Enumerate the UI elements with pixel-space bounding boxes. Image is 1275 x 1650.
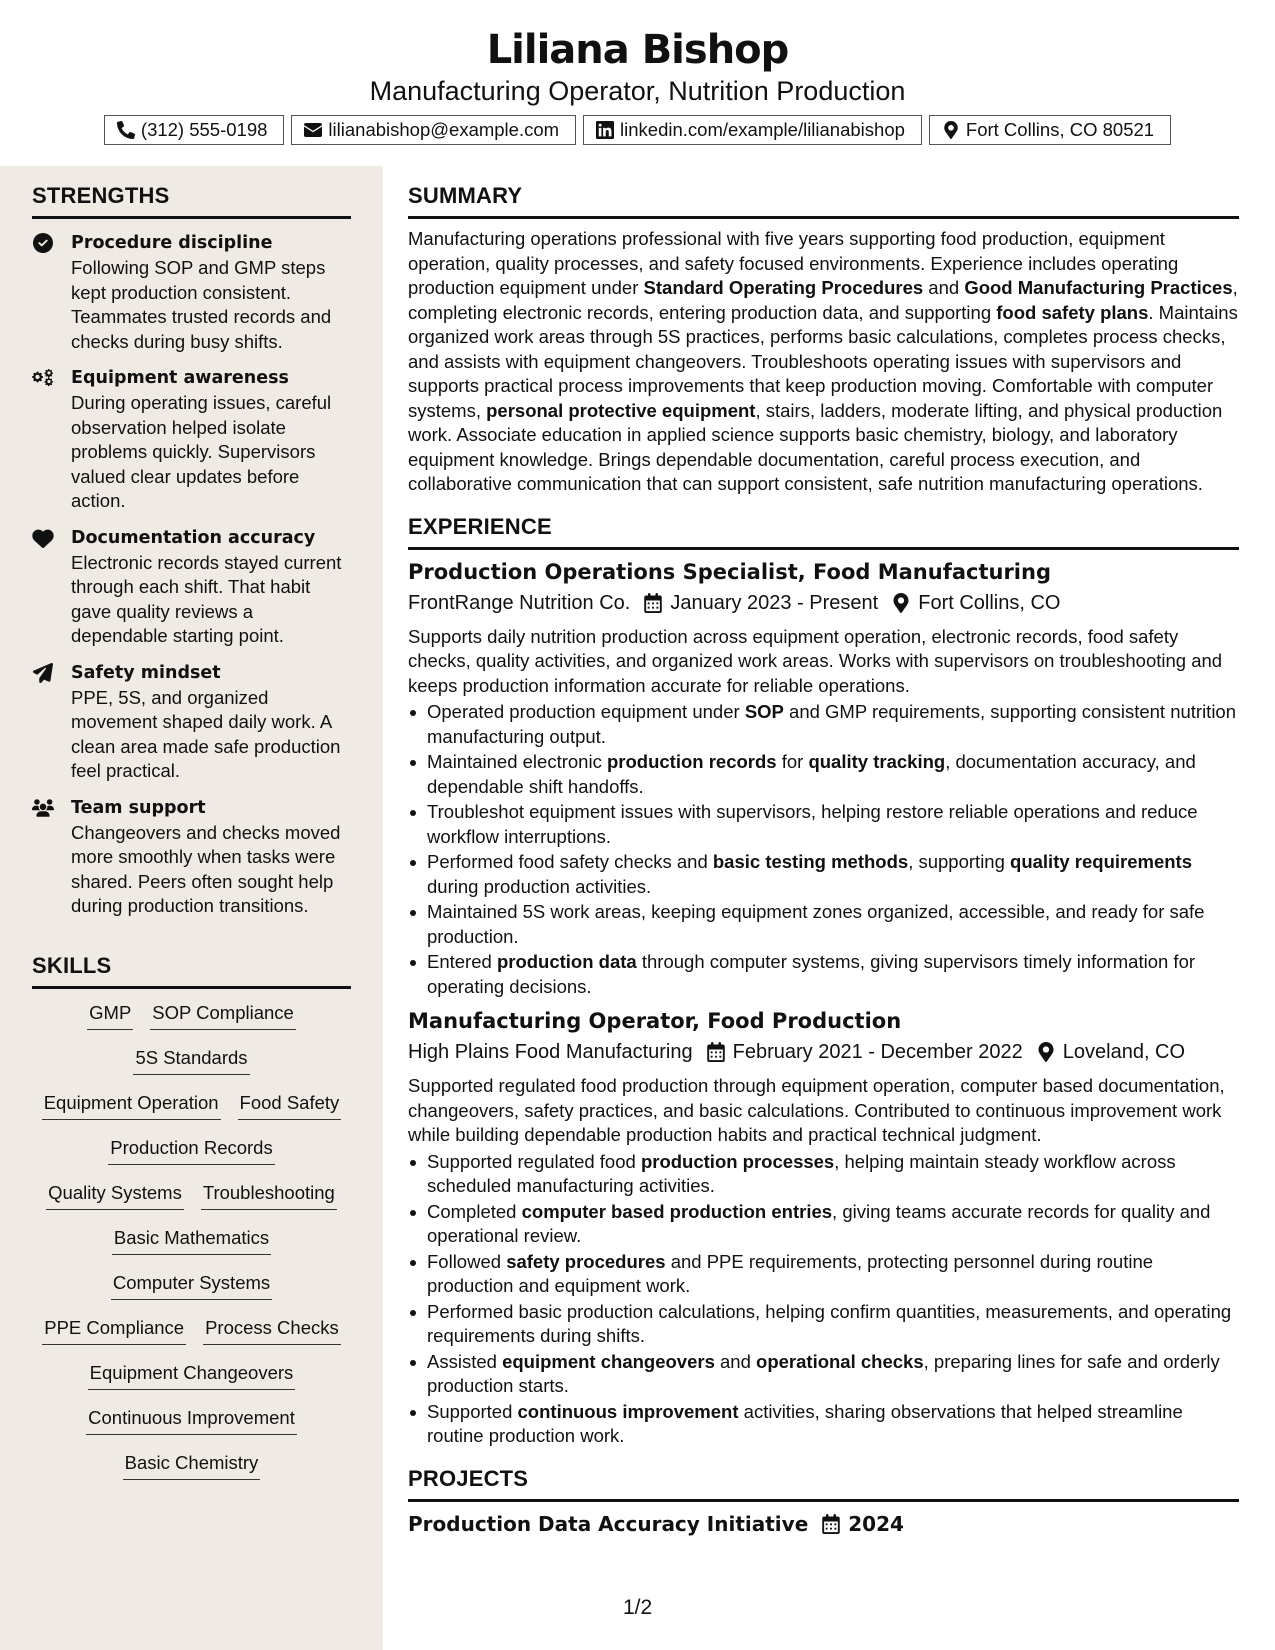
bullet-run: and GMP requirements, supporting consistent nutrition manufacturing output.	[427, 701, 1237, 747]
job-bullets	[408, 700, 1239, 999]
bullet-run: Assisted	[427, 1350, 503, 1372]
bullet-bold-run: safety procedures	[506, 1250, 666, 1272]
summary-bold-run: Standard Operating Procedures	[643, 277, 924, 298]
skill-row	[32, 1271, 351, 1316]
job-bullet	[408, 700, 1239, 749]
job-title: Production Operations Specialist, Food Manufacturing	[408, 559, 1051, 584]
bullet-run: during production activities.	[427, 875, 652, 897]
strengths-heading: STRENGTHS	[32, 182, 351, 219]
summary-run: and	[923, 277, 965, 298]
skill-tag: Food Safety	[238, 1091, 342, 1120]
job-location: Loveland, CO	[1062, 1041, 1186, 1063]
strength-item	[32, 526, 351, 649]
skill-row	[32, 1136, 351, 1181]
bullet-bold-run: basic testing methods	[712, 851, 909, 872]
contact-phone-text: (312) 555-0198	[140, 119, 268, 140]
strength-item	[32, 661, 351, 784]
experience-heading: EXPERIENCE	[408, 513, 1239, 550]
bullet-bold-run: SOP	[744, 701, 784, 722]
skills-list	[32, 1001, 351, 1496]
contact-email-text: lilianabishop@example.com	[328, 119, 560, 140]
strength-desc: Following SOP and GMP steps kept production consistent. Teammates trusted records and checks during busy shifts.	[71, 257, 332, 352]
job-company: FrontRange Nutrition Co.	[408, 591, 631, 614]
bullet-run: Entered	[427, 951, 497, 972]
summary-heading: SUMMARY	[408, 182, 1239, 219]
contact-location-text: Fort Collins, CO 80521	[965, 119, 1155, 140]
job-bullet	[408, 1300, 1239, 1349]
skill-tag: SOP Compliance	[150, 1001, 296, 1030]
bullet-run: , documentation accuracy, and dependable shift handoffs.	[427, 751, 1196, 797]
strength-title: Documentation accuracy	[71, 527, 316, 548]
job-bullet	[408, 1150, 1239, 1199]
bullet-run: Maintained 5S work areas, keeping equipment zones organized, accessible, and ready for safe production.	[427, 901, 1205, 947]
summary-bold-run: Good Manufacturing Practices	[964, 277, 1233, 298]
candidate-name: Liliana Bishop	[486, 27, 789, 73]
bullet-bold-run: quality tracking	[808, 751, 946, 772]
heart-icon	[32, 528, 54, 550]
main-column	[408, 166, 1239, 1538]
sidebar	[0, 166, 383, 1650]
skill-row	[32, 1001, 351, 1046]
gears-icon	[32, 368, 54, 390]
job-bullet	[408, 800, 1239, 849]
job-bullet	[408, 750, 1239, 799]
skill-tag: 5S Standards	[133, 1046, 249, 1075]
bullet-run: through computer systems, giving supervisors timely information for operating decisions.	[427, 951, 1196, 997]
bullet-run: , supporting	[908, 851, 1011, 872]
skill-tag: Continuous Improvement	[86, 1406, 297, 1435]
job-bullet	[408, 950, 1239, 999]
job-bullet	[408, 900, 1239, 949]
strength-item	[32, 366, 351, 514]
bullet-run: Completed	[427, 1200, 522, 1222]
bullet-run: Supported regulated food	[427, 1150, 641, 1172]
paper-plane-icon	[32, 663, 54, 685]
skill-tag: Quality Systems	[46, 1181, 184, 1210]
summary-bold-run: food safety plans	[996, 301, 1149, 323]
bullet-bold-run: production records	[606, 751, 777, 772]
map-pin-icon	[892, 593, 910, 613]
users-icon	[32, 798, 54, 820]
page-number: 1/2	[623, 1596, 653, 1619]
summary-run: , completing electronic records, entering production data, and supporting	[408, 277, 1238, 323]
skill-tag: Process Checks	[203, 1316, 341, 1345]
bullet-run: Supported	[427, 1400, 518, 1422]
bullet-run: Performed basic production calculations, helping confirm quantities, measurements, and operating requirements during shifts.	[427, 1300, 1232, 1346]
strength-title: Team support	[71, 797, 206, 818]
job-meta	[408, 1038, 1239, 1066]
projects-section	[408, 1465, 1239, 1538]
bullet-bold-run: continuous improvement	[517, 1400, 739, 1422]
skill-tag: Computer Systems	[111, 1271, 272, 1300]
bullet-run: Maintained electronic	[427, 751, 607, 772]
bullet-run: activities, sharing observations that helped streamline routine production work.	[427, 1400, 1183, 1446]
skill-tag: Production Records	[108, 1136, 274, 1165]
bullet-run: Performed food safety checks and	[427, 851, 713, 872]
project-entry	[408, 1510, 1239, 1538]
job-summary: Supports daily nutrition production across equipment operation, electronic records, food safety checks, quality activities, and organized work areas. Works with supervisors on troubleshooting and keeps production information accurate for reliable operations.	[408, 625, 1223, 696]
skill-row	[32, 1451, 351, 1496]
map-pin-icon	[1037, 1042, 1055, 1062]
bullet-bold-run: quality requirements	[1010, 851, 1192, 872]
bullet-run: and PPE requirements, protecting personnel during routine production and equipment work.	[427, 1250, 1154, 1296]
skill-row	[32, 1406, 351, 1451]
contact-email[interactable]	[291, 115, 576, 145]
bullet-run: , helping maintain steady workflow across scheduled manufacturing activities.	[427, 1150, 1176, 1196]
strength-title: Procedure discipline	[71, 233, 273, 253]
skill-row	[32, 1226, 351, 1271]
candidate-title: Manufacturing Operator, Nutrition Production	[369, 76, 906, 106]
summary-run: Manufacturing operations professional with five years supporting food production, equipment operation, quality processes, and safety focused environments. Experience includes operating production equipment under	[408, 228, 1179, 298]
bullet-bold-run: production data	[496, 951, 637, 972]
check-circle-icon	[32, 233, 54, 255]
phone-icon	[117, 121, 135, 139]
skill-row	[32, 1316, 351, 1361]
summary-run: , stairs, ladders, moderate lifting, and physical production work. Associate education in applied science supports basic chemistry, biology, and laboratory equipment knowledge. Brings dependable documentation, careful process execution, and collaborative communication that can support consistent, safe nutrition manufacturing operations.	[408, 399, 1223, 494]
strength-desc: Changeovers and checks moved more smoothly when tasks were shared. Peers often sought help during production transitions.	[71, 821, 341, 916]
job-summary: Supported regulated food production through equipment operation, computer based documentation, changeovers, safety practices, and basic calculations. Contributed to continuous improvement work while building dependable production habits and practical technical judgment.	[408, 1075, 1225, 1145]
resume-header	[0, 0, 1275, 145]
skill-tag: PPE Compliance	[42, 1316, 186, 1345]
linkedin-icon	[596, 121, 614, 139]
project-title: Production Data Accuracy Initiative	[408, 1511, 809, 1536]
strength-item	[32, 231, 351, 354]
contact-linkedin[interactable]	[583, 115, 922, 145]
calendar-icon	[707, 1042, 725, 1062]
job-meta	[408, 589, 1239, 617]
bullet-run: and	[714, 1350, 757, 1372]
summary-bold-run: personal protective equipment	[486, 399, 756, 421]
strength-title: Safety mindset	[71, 662, 221, 683]
contact-location	[929, 115, 1171, 145]
strengths-section	[32, 182, 351, 919]
bullet-bold-run: operational checks	[756, 1350, 924, 1372]
skills-heading: SKILLS	[32, 952, 351, 989]
job-entry	[408, 558, 1239, 1000]
skills-section	[32, 952, 351, 1496]
skill-tag: Equipment Operation	[42, 1091, 221, 1120]
skill-tag: Equipment Changeovers	[88, 1361, 296, 1390]
bullet-run: for	[776, 751, 809, 772]
strength-item	[32, 796, 351, 919]
contact-linkedin-text: linkedin.com/example/lilianabishop	[620, 119, 905, 140]
skill-row	[32, 1091, 351, 1136]
envelope-icon	[304, 121, 322, 139]
calendar-icon	[822, 1514, 840, 1534]
strength-title: Equipment awareness	[71, 368, 289, 388]
job-location: Fort Collins, CO	[918, 591, 1061, 614]
summary-run: . Maintains organized work areas through 5S practices, performs basic calculations, completes process checks, and assists with equipment changeovers. Troubleshoots operating issues with supervisors and supports practical process improvements that keep production moving. Comfortable with computer systems,	[408, 301, 1238, 421]
skill-row	[32, 1181, 351, 1226]
bullet-bold-run: computer based production entries	[521, 1200, 833, 1222]
bullet-run: , preparing lines for safe and orderly production starts.	[427, 1350, 1220, 1396]
job-dates: January 2023 - Present	[670, 591, 879, 614]
contact-bar	[0, 115, 1275, 145]
bullet-bold-run: production processes	[640, 1150, 835, 1172]
job-bullets	[408, 1150, 1239, 1449]
job-entry	[408, 1007, 1239, 1449]
strength-desc: Electronic records stayed current through each shift. That habit gave quality reviews a dependable starting point.	[71, 551, 342, 646]
skill-row	[32, 1361, 351, 1406]
strength-desc: PPE, 5S, and organized movement shaped daily work. A clean area made safe production feel practical.	[71, 686, 341, 781]
bullet-run: , giving teams accurate records for quality and operational review.	[427, 1200, 1211, 1246]
skill-row	[32, 1046, 351, 1091]
calendar-icon	[644, 593, 662, 613]
job-bullet	[408, 1200, 1239, 1249]
projects-heading: PROJECTS	[408, 1465, 1239, 1502]
skill-tag: GMP	[87, 1001, 133, 1030]
skill-tag: Basic Mathematics	[112, 1226, 271, 1255]
bullet-run: Operated production equipment under	[427, 701, 745, 722]
project-year: 2024	[848, 1511, 904, 1536]
job-dates: February 2021 - December 2022	[732, 1041, 1023, 1063]
contact-phone[interactable]	[104, 115, 285, 145]
experience-section	[408, 513, 1239, 1449]
map-pin-icon	[942, 121, 960, 139]
job-title: Manufacturing Operator, Food Production	[408, 1009, 902, 1033]
bullet-bold-run: equipment changeovers	[502, 1350, 715, 1372]
bullet-run: Followed	[427, 1250, 507, 1272]
job-bullet	[408, 850, 1239, 899]
skill-tag: Troubleshooting	[201, 1181, 337, 1210]
job-bullet	[408, 1350, 1239, 1399]
skill-tag: Basic Chemistry	[123, 1451, 261, 1480]
strength-desc: During operating issues, careful observation helped isolate problems quickly. Supervisors valued clear updates before action.	[71, 392, 332, 511]
bullet-run: Troubleshot equipment issues with supervisors, helping restore reliable operations and reduce workflow interruptions.	[427, 801, 1198, 847]
job-company: High Plains Food Manufacturing	[408, 1041, 693, 1063]
job-bullet	[408, 1400, 1239, 1449]
summary-text	[408, 227, 1239, 497]
job-bullet	[408, 1250, 1239, 1299]
